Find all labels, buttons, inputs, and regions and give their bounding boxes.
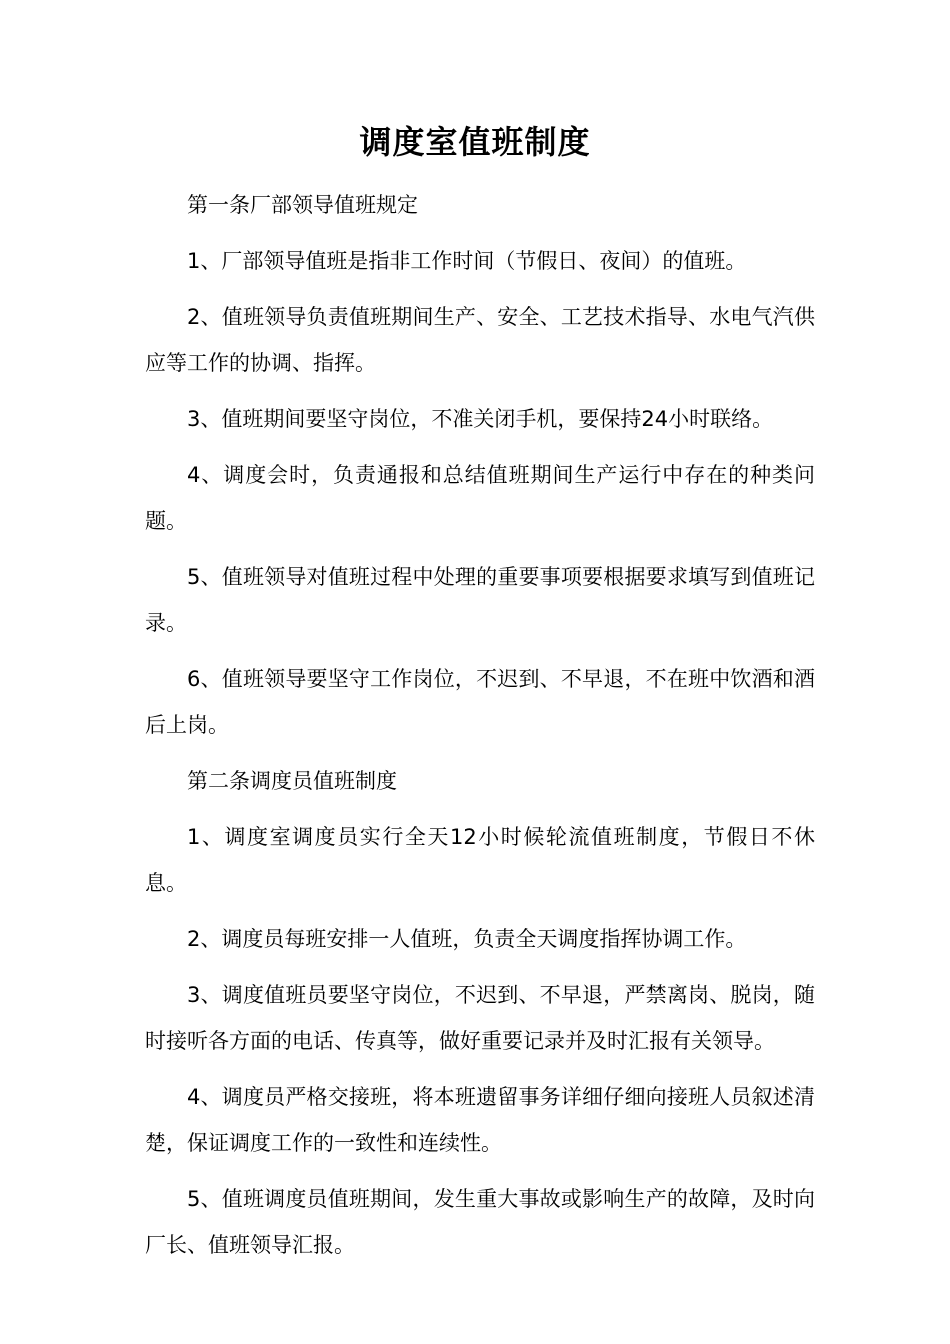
paragraph: 2、调度员每班安排一人值班，负责全天调度指挥协调工作。 — [187, 927, 747, 951]
section-heading-2: 第二条调度员值班制度 — [187, 769, 397, 793]
paragraph: 1、调度室调度员实行全天12小时候轮流值班制度，节假日不休息。 — [145, 825, 815, 895]
document-body — [145, 182, 815, 1278]
paragraph: 3、调度值班员要坚守岗位，不迟到、不早退，严禁离岗、脱岗，随时接听各方面的电话、传真等，做好重要记录并及时汇报有关领导。 — [145, 983, 815, 1053]
page-title: 调度室值班制度 — [359, 123, 591, 161]
paragraph: 6、值班领导要坚守工作岗位，不迟到、不早退，不在班中饮酒和酒后上岗。 — [145, 667, 815, 737]
paragraph: 3、值班期间要坚守岗位，不准关闭手机，要保持24小时联络。 — [187, 407, 774, 431]
paragraph: 4、调度会时，负责通报和总结值班期间生产运行中存在的种类问题。 — [145, 463, 815, 533]
section-heading-1: 第一条厂部领导值班规定 — [187, 193, 418, 217]
paragraph: 2、值班领导负责值班期间生产、安全、工艺技术指导、水电气汽供应等工作的协调、指挥。 — [145, 305, 815, 375]
paragraph: 5、值班领导对值班过程中处理的重要事项要根据要求填写到值班记录。 — [145, 565, 815, 635]
paragraph: 4、调度员严格交接班，将本班遗留事务详细仔细向接班人员叙述清楚，保证调度工作的一致性和连续性。 — [145, 1085, 815, 1155]
paragraph: 5、值班调度员值班期间，发生重大事故或影响生产的故障，及时向厂长、值班领导汇报。 — [145, 1187, 815, 1257]
paragraph: 1、厂部领导值班是指非工作时间（节假日、夜间）的值班。 — [187, 249, 747, 273]
